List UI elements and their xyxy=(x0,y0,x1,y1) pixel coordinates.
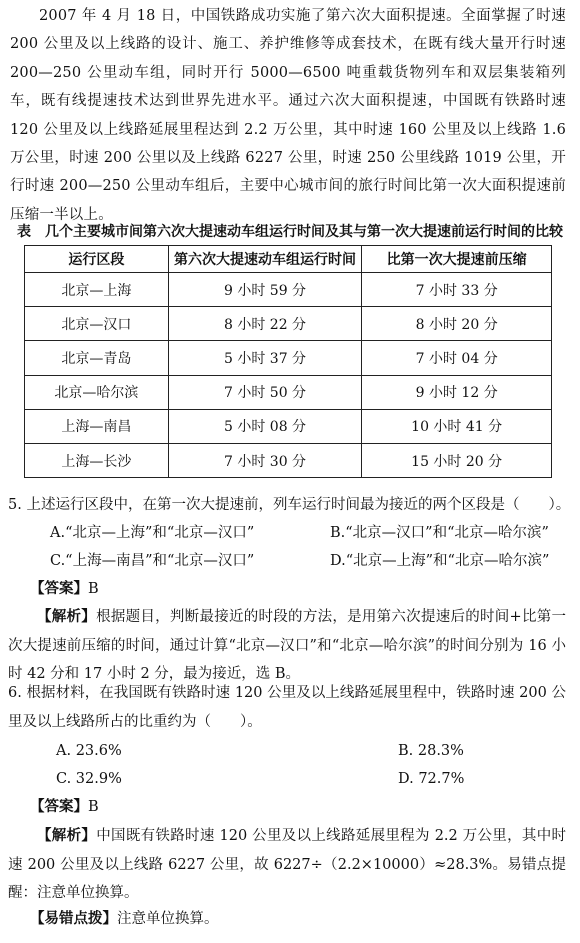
header-section: 运行区段 xyxy=(25,246,169,273)
table-row xyxy=(25,443,552,477)
cell-time: 7 小时 50 分 xyxy=(168,375,362,409)
table-caption: 表 几个主要城市间第六次大提速动车组运行时间及其与第一次大提速前运行时间的比较 xyxy=(17,224,563,240)
q5-option-c: C.“上海—南昌”和“北京—汉口” xyxy=(50,553,255,569)
q5-option-a: A.“北京—上海”和“北京—汉口” xyxy=(50,525,255,541)
q6-explain-text: 中国既有铁路时速 120 公里及以上线路延展里程为 2.2 万公里，其中时速 200 公里及以上线路 6227 公里，故 6227÷（2.2×10000）≈28.3%。易错点提醒：注意单位换算。 xyxy=(8,828,567,902)
cell-reduction: 10 小时 41 分 xyxy=(362,409,552,443)
comparison-table xyxy=(24,245,552,478)
q5-explain-label: 【解析】 xyxy=(37,608,97,625)
q6-answer xyxy=(30,797,99,817)
q6-explain-label: 【解析】 xyxy=(37,827,97,844)
q5-explanation xyxy=(8,603,566,689)
cell-time: 5 小时 37 分 xyxy=(168,341,362,375)
table-row xyxy=(25,273,552,307)
table-header-row xyxy=(25,246,552,273)
header-sixth-time: 第六次大提速动车组运行时间 xyxy=(168,246,362,273)
q6-option-c: C. 32.9% xyxy=(56,771,122,787)
q5-answer-value: B xyxy=(88,581,99,597)
cell-section: 上海—南昌 xyxy=(25,409,169,443)
cell-reduction: 7 小时 04 分 xyxy=(362,341,552,375)
q6-tip-label: 【易错点拨】 xyxy=(30,910,117,927)
table-row xyxy=(25,375,552,409)
table-row xyxy=(25,307,552,341)
q5-answer-label: 【答案】 xyxy=(30,580,88,597)
cell-reduction: 7 小时 33 分 xyxy=(362,273,552,307)
q6-tip-text: 注意单位换算。 xyxy=(117,911,219,927)
cell-section: 北京—上海 xyxy=(25,273,169,307)
q5-option-d: D.“北京—上海”和“北京—哈尔滨” xyxy=(330,553,550,569)
q5-option-b: B.“北京—汉口”和“北京—哈尔滨” xyxy=(330,525,549,541)
q6-answer-label: 【答案】 xyxy=(30,798,88,815)
q6-option-a: A. 23.6% xyxy=(56,743,122,759)
table-row xyxy=(25,409,552,443)
cell-reduction: 9 小时 12 分 xyxy=(362,375,552,409)
q5-explain-text: 根据题目，判断最接近的时段的方法，是用第六次提速后的时间+比第一次大提速前压缩的时间，通过计算“北京—汉口”和“北京—哈尔滨”的时间分别为 16 小时 42 分和 17 小时 2 分，最为接近，选 B。 xyxy=(8,609,567,683)
q6-explanation xyxy=(8,822,566,908)
cell-time: 8 小时 22 分 xyxy=(168,307,362,341)
cell-section: 北京—汉口 xyxy=(25,307,169,341)
q6-answer-value: B xyxy=(88,799,99,815)
q6-option-d: D. 72.7% xyxy=(398,771,465,787)
cell-time: 7 小时 30 分 xyxy=(168,443,362,477)
q6-stem: 6. 根据材料，在我国既有铁路时速 120 公里及以上线路延展里程中，铁路时速 200 公里及以上线路所占的比重约为（ ）。 xyxy=(8,685,566,730)
header-reduction: 比第一次大提速前压缩 xyxy=(362,246,552,273)
q5-stem: 5. 上述运行区段中，在第一次大提速前，列车运行时间最为接近的两个区段是（ ）。 xyxy=(8,497,571,513)
cell-section: 上海—长沙 xyxy=(25,443,169,477)
q6-option-b: B. 28.3% xyxy=(398,743,464,759)
cell-time: 9 小时 59 分 xyxy=(168,273,362,307)
cell-time: 5 小时 08 分 xyxy=(168,409,362,443)
cell-section: 北京—哈尔滨 xyxy=(25,375,169,409)
cell-reduction: 15 小时 20 分 xyxy=(362,443,552,477)
q5-answer xyxy=(30,579,99,599)
cell-reduction: 8 小时 20 分 xyxy=(362,307,552,341)
q6-tip xyxy=(30,909,219,929)
cell-section: 北京—青岛 xyxy=(25,341,169,375)
table-row xyxy=(25,341,552,375)
intro-paragraph: 2007 年 4 月 18 日，中国铁路成功实施了第六次大面积提速。全面掌握了时速 200 公里及以上线路的设计、施工、养护维修等成套技术，在既有线大量开行时速 200—250 公里动车组，同时开行 5000—6500 吨重载货物列车和双层集装箱列车，既有线提速技术达到世界先进水平。通过六次大面积提速，中国既有铁路时速 120 公里及以上线路延展里程达到 2.2 万公里，其中时速 160 公里及以上线路 1.6 万公里，时速 200 公里以及上线路 6227 公里，时速 250 公里线路 1019 公里，开行时速 200—250 公里动车组后，主要中心城市间的旅行时间比第一次大面积提速前压缩一半以上。 xyxy=(10,8,566,223)
